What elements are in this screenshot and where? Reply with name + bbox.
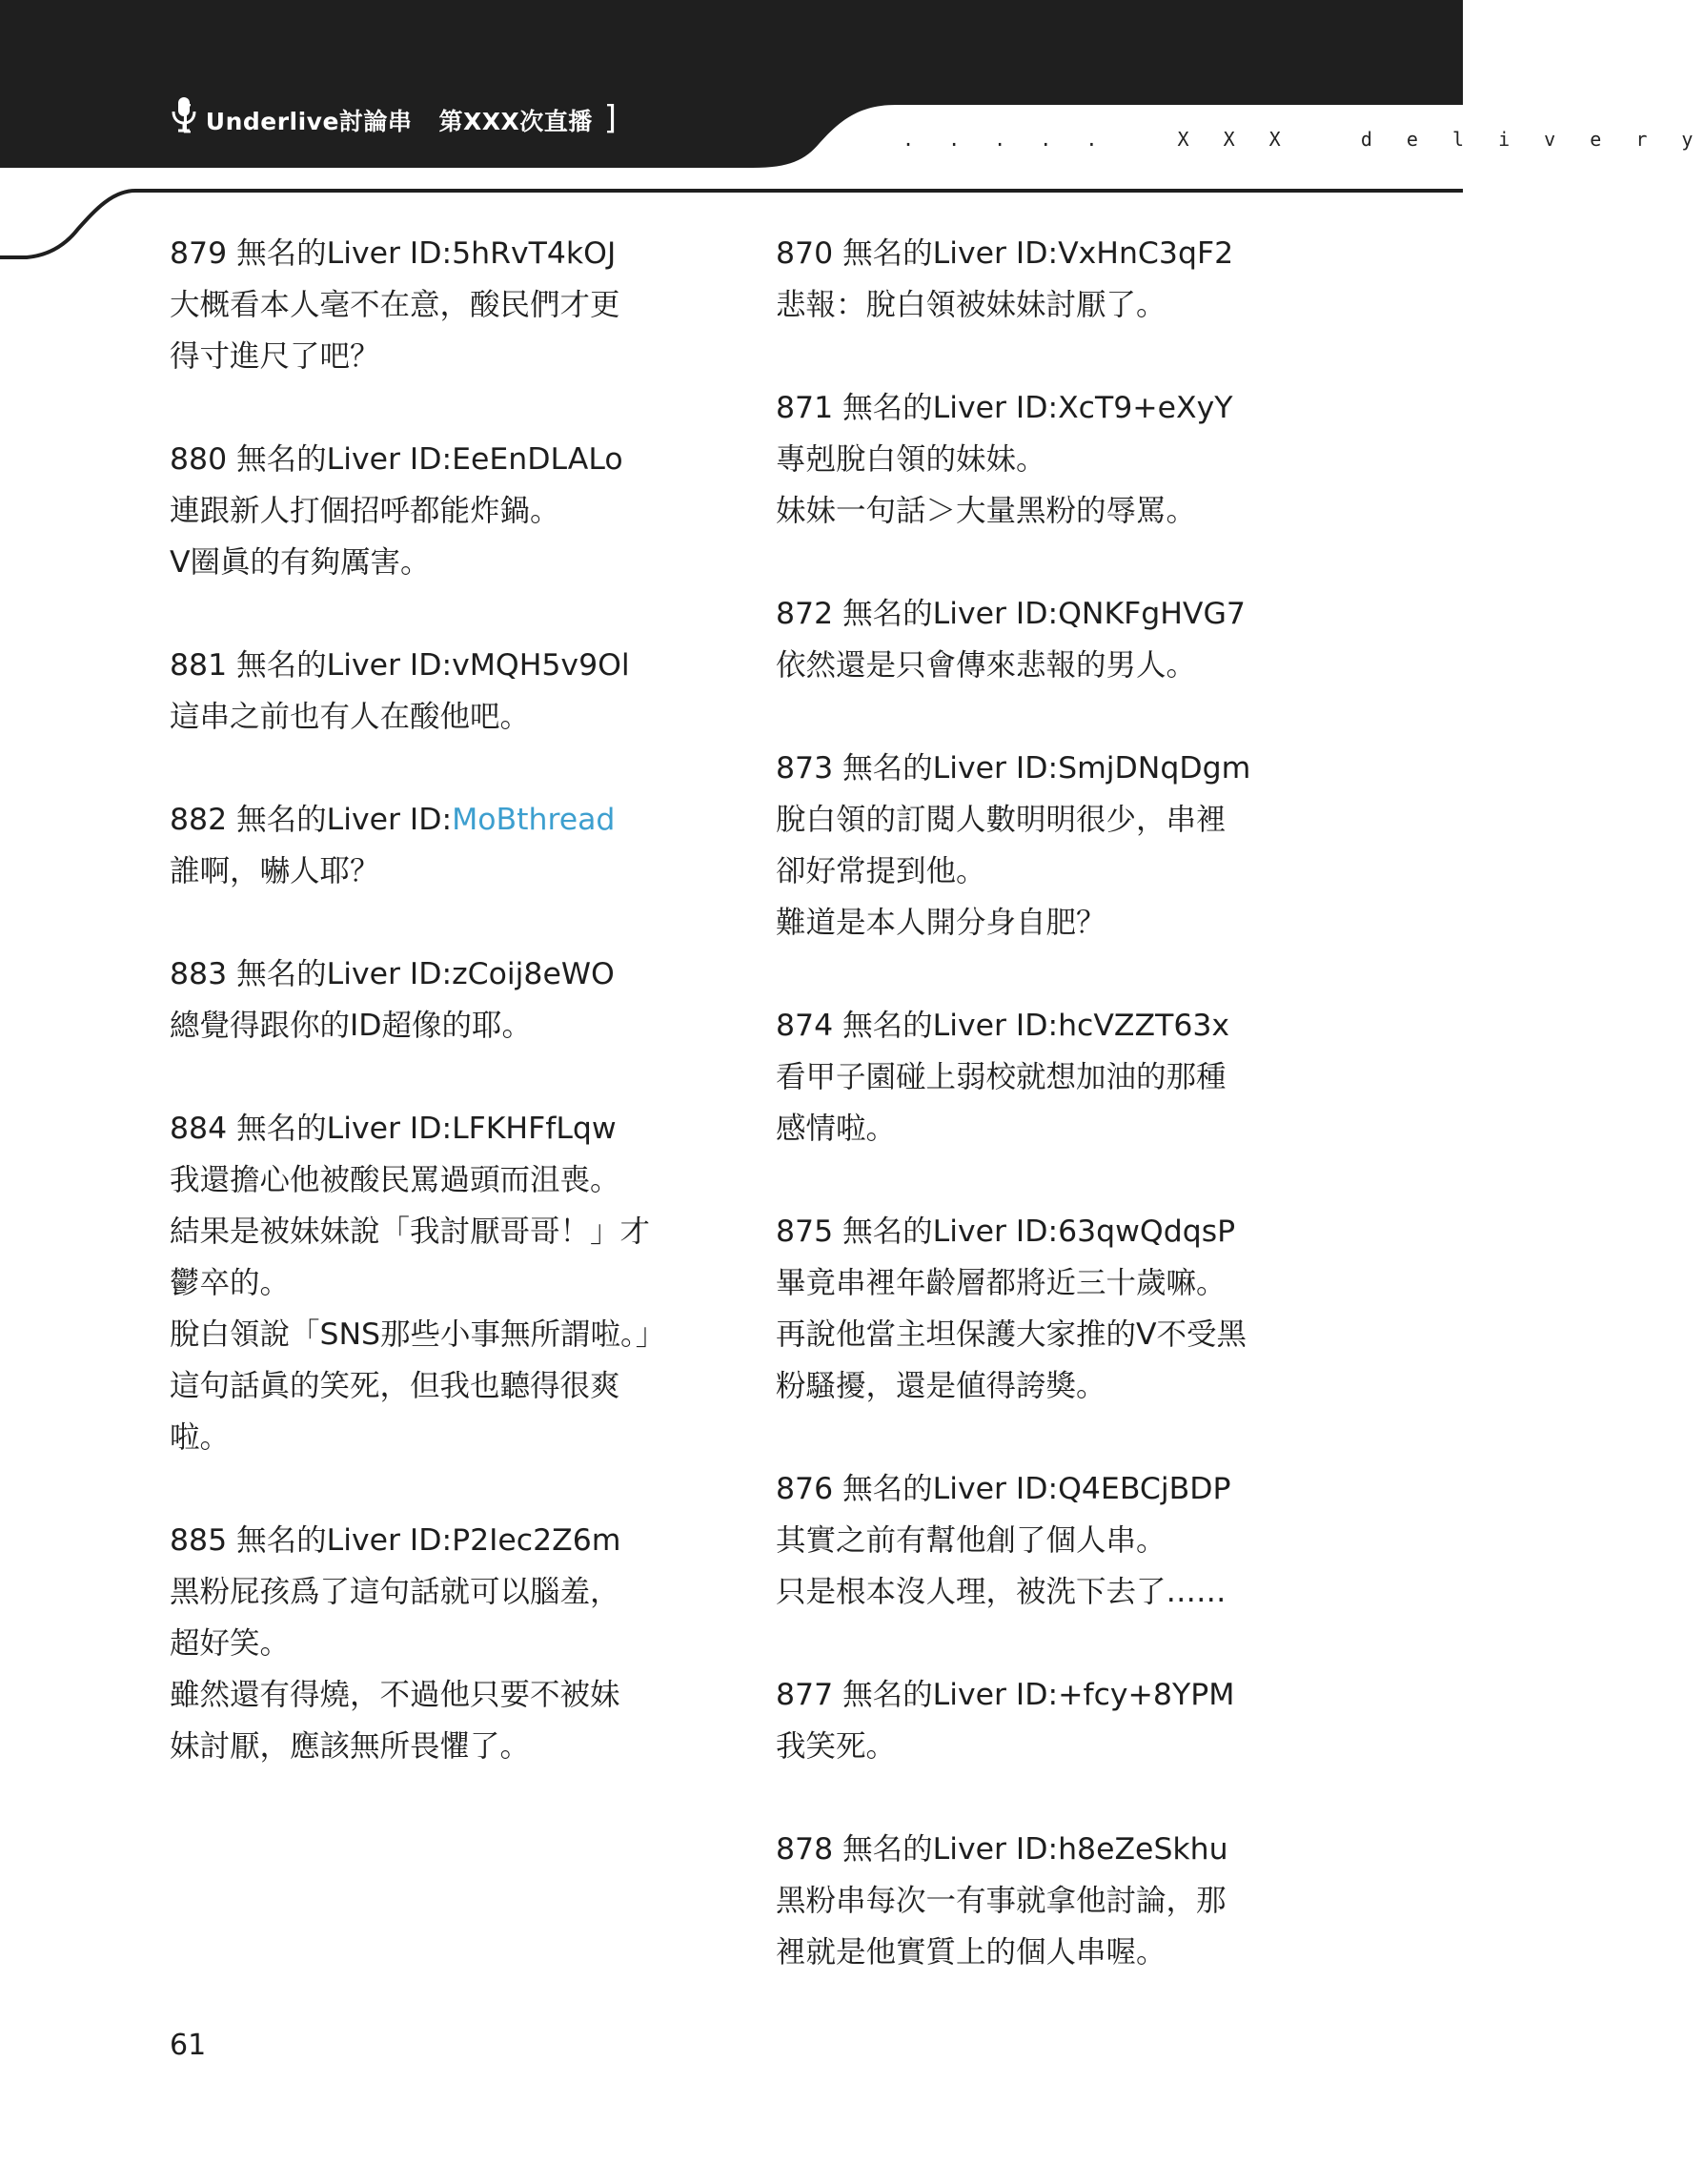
post-number: 876: [776, 1472, 834, 1506]
post-author-label: 無名的Liver ID:: [842, 236, 1059, 271]
post-header: [170, 228, 665, 279]
post-author-label: 無名的Liver ID:: [236, 236, 453, 271]
post-author-label: 無名的Liver ID:: [236, 442, 453, 477]
post-id: +fcy+8YPM: [1058, 1678, 1235, 1712]
thread-post: [170, 794, 665, 897]
post-header: [776, 228, 1250, 279]
post-text-line: 妹討厭，應該無所畏懼了。: [170, 1729, 531, 1764]
post-header: [170, 434, 665, 485]
thread-post: [776, 1206, 1250, 1412]
post-text-line: 啦。: [170, 1420, 231, 1455]
post-text-line: 裡就是他實質上的個人串喔。: [776, 1935, 1166, 1970]
thread-post: [776, 382, 1250, 537]
post-text-line: 脫白領說「SNS那些小事無所謂啦。」: [170, 1317, 666, 1352]
post-header: [170, 1103, 665, 1154]
thread-post: [776, 1669, 1250, 1772]
post-author-label: 無名的Liver ID:: [842, 1678, 1059, 1712]
thread-post: [170, 1515, 665, 1772]
post-text-line: 卻好常提到他。: [776, 854, 986, 888]
post-text-line: 妹妹一句話＞大量黑粉的辱罵。: [776, 494, 1197, 528]
post-text-line: 看甲子園碰上弱校就想加油的那種: [776, 1060, 1227, 1094]
post-text-line: 我還擔心他被酸民罵過頭而沮喪。: [170, 1163, 620, 1197]
post-text-line: 悲報：脫白領被妹妹討厭了。: [776, 288, 1166, 322]
post-author-label: 無名的Liver ID:: [842, 751, 1059, 786]
post-header: [776, 743, 1250, 794]
post-number: 879: [170, 236, 228, 271]
post-text-line: 我笑死。: [776, 1729, 897, 1764]
post-number: 881: [170, 648, 228, 683]
post-number: 880: [170, 442, 228, 477]
post-text-line: 大概看本人毫不在意，酸民們才更: [170, 288, 620, 322]
post-header: [170, 1515, 665, 1566]
thread-post: [170, 949, 665, 1051]
post-text-line: 黑粉串每次一有事就拿他討論，那: [776, 1884, 1227, 1918]
post-id: 5hRvT4kOJ: [452, 236, 617, 271]
page-header: [0, 0, 1704, 210]
post-id: P2Iec2Z6m: [452, 1523, 621, 1558]
post-author-label: 無名的Liver ID:: [842, 597, 1059, 631]
post-text-line: 只是根本沒人理，被洗下去了……: [776, 1575, 1227, 1609]
thread-post: [776, 228, 1250, 331]
post-text-line: 這串之前也有人在酸他吧。: [170, 700, 531, 734]
post-author-label: 無名的Liver ID:: [236, 957, 453, 991]
thread-post: [170, 228, 665, 382]
post-number: 871: [776, 391, 834, 425]
post-number: 882: [170, 803, 228, 837]
post-id: EeEnDLALo: [452, 442, 623, 477]
post-number: 883: [170, 957, 228, 991]
post-author-label: 無名的Liver ID:: [842, 1472, 1059, 1506]
thread-post: [776, 743, 1250, 949]
post-number: 878: [776, 1832, 834, 1867]
post-text-line: 專剋脫白領的妹妹。: [776, 442, 1046, 477]
thread-post: [170, 1103, 665, 1463]
post-author-label: 無名的Liver ID:: [842, 1832, 1059, 1867]
post-author-label: 無名的Liver ID:: [842, 1214, 1059, 1249]
post-id: 63qwQdqsP: [1058, 1214, 1236, 1249]
post-id: VxHnC3qF2: [1058, 236, 1234, 271]
post-text-line: 雖然還有得燒，不過他只要不被妹: [170, 1678, 620, 1712]
post-text-line: 畢竟串裡年齡層都將近三十歲嘛。: [776, 1266, 1227, 1300]
post-author-label: 無名的Liver ID:: [236, 1523, 453, 1558]
header-left-bracket: [: [181, 99, 194, 137]
post-number: 885: [170, 1523, 228, 1558]
header-right-bracket: ]: [603, 99, 618, 137]
post-header: [776, 382, 1250, 434]
post-id: QNKFgHVG7: [1058, 597, 1246, 631]
post-text-line: 結果是被妹妹說「我討厭哥哥！」才: [170, 1214, 651, 1249]
post-header: [776, 1463, 1250, 1515]
post-header: [776, 1669, 1250, 1721]
post-id: vMQH5v9Ol: [452, 648, 630, 683]
post-text-line: 鬱卒的。: [170, 1266, 291, 1300]
post-id: zCoij8eWO: [452, 957, 615, 991]
right-column: [776, 228, 1250, 2030]
post-id: XcT9+eXyY: [1058, 391, 1233, 425]
thread-post: [776, 1824, 1250, 1978]
post-text-line: 得寸進尺了吧？: [170, 339, 380, 374]
post-author-label: 無名的Liver ID:: [236, 1112, 453, 1146]
post-header: [170, 640, 665, 691]
post-text-line: V圈眞的有夠厲害。: [170, 545, 431, 580]
post-text-line: 連跟新人打個招呼都能炸鍋。: [170, 494, 560, 528]
post-id: hcVZZT63x: [1058, 1009, 1230, 1043]
post-text-line: 這句話眞的笑死，但我也聽得很爽: [170, 1369, 620, 1403]
post-header: [776, 1000, 1250, 1051]
thread-post: [776, 1463, 1250, 1618]
post-text-line: 超好笑。: [170, 1626, 291, 1661]
post-author-label: 無名的Liver ID:: [842, 1009, 1059, 1043]
post-id-link[interactable]: MoBthread: [452, 803, 616, 837]
post-number: 874: [776, 1009, 834, 1043]
post-text-line: 再說他當主坦保護大家推的V不受黑: [776, 1317, 1248, 1352]
thread-post: [170, 434, 665, 588]
thread-post: [776, 588, 1250, 691]
header-thread-name: Underlive討論串: [205, 108, 413, 135]
post-number: 873: [776, 751, 834, 786]
post-number: 872: [776, 597, 834, 631]
post-number: 884: [170, 1112, 228, 1146]
page-number: 61: [170, 2029, 207, 2062]
post-text-line: 黑粉屁孩爲了這句話就可以腦羞，: [170, 1575, 620, 1609]
post-text-line: 誰啊，嚇人耶？: [170, 854, 380, 888]
post-id: Q4EBCjBDP: [1058, 1472, 1231, 1506]
header-broadcast: 第XXX次直播: [438, 108, 593, 135]
post-text-line: 粉騷擾，還是値得誇獎。: [776, 1369, 1106, 1403]
post-id: LFKHFfLqw: [452, 1112, 617, 1146]
left-column: [170, 228, 665, 1824]
post-text-line: 總覺得跟你的ID超像的耶。: [170, 1009, 533, 1043]
post-text-line: 難道是本人開分身自肥？: [776, 906, 1106, 940]
post-header: [776, 1824, 1250, 1875]
post-number: 875: [776, 1214, 834, 1249]
post-header: [170, 949, 665, 1000]
header-title: [170, 95, 629, 145]
post-author-label: 無名的Liver ID:: [236, 648, 453, 683]
post-id: h8eZeSkhu: [1058, 1832, 1228, 1867]
thread-post: [170, 640, 665, 743]
post-header: [170, 794, 665, 846]
post-text-line: 感情啦。: [776, 1112, 897, 1146]
post-author-label: 無名的Liver ID:: [842, 391, 1059, 425]
post-author-label: 無名的Liver ID:: [236, 803, 453, 837]
post-header: [776, 1206, 1250, 1257]
post-text-line: 依然還是只會傳來悲報的男人。: [776, 648, 1197, 683]
post-text-line: 脫白領的訂閱人數明明很少，串裡: [776, 803, 1227, 837]
post-id: SmjDNqDgm: [1058, 751, 1251, 786]
post-header: [776, 588, 1250, 640]
post-text-line: 其實之前有幫他創了個人串。: [776, 1523, 1166, 1558]
post-number: 877: [776, 1678, 834, 1712]
thread-post: [776, 1000, 1250, 1154]
header-delivery-text: . . . . . X X X d e l i v e r y: [903, 128, 1704, 151]
post-number: 870: [776, 236, 834, 271]
